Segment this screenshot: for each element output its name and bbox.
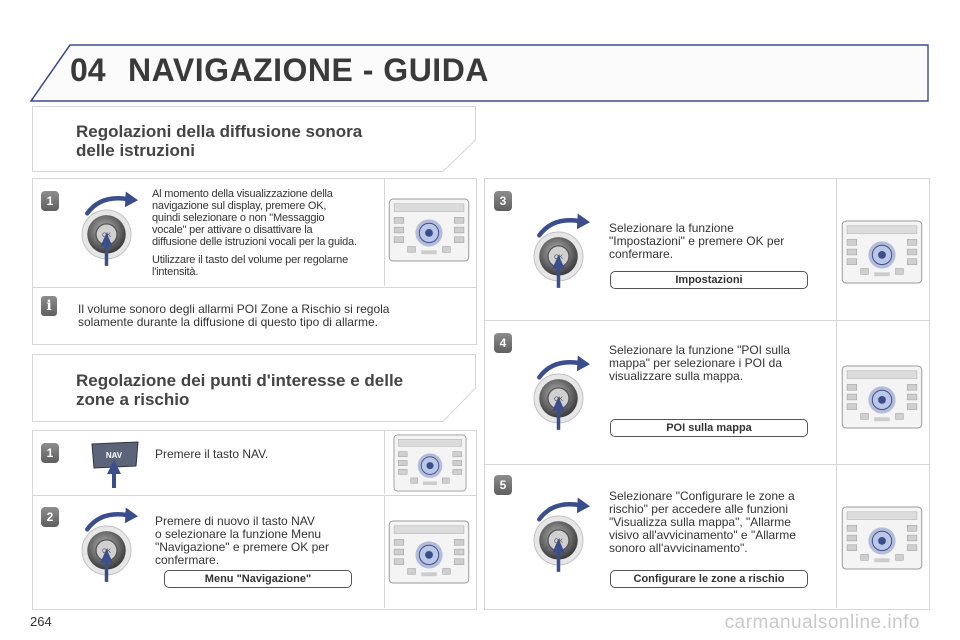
- rotary-knob-icon: [527, 212, 597, 292]
- step-description: Selezionare la funzione "POI sulla mappa" per selezionare i POI da visualizzare sulla mappa.: [609, 343, 791, 383]
- watermark: carmanualsonline.info: [724, 612, 920, 633]
- step-badge: 1: [41, 191, 59, 211]
- radio-panel-icon: [841, 506, 923, 570]
- menu-label: Impostazioni: [610, 271, 808, 289]
- step-description: Premere di nuovo il tasto NAV o selezionare la funzione Menu "Navigazione" e premere OK per confermare.: [155, 514, 329, 567]
- section-1-title: Regolazioni della diffusione sonora delle istruzioni: [76, 122, 363, 160]
- step-description: Selezionare la funzione "Impostazioni" e premere OK per confermare.: [609, 221, 785, 261]
- rotary-knob-icon: [527, 354, 597, 434]
- radio-panel-icon: [388, 198, 470, 262]
- radio-panel-icon: [841, 365, 923, 429]
- step-description: Selezionare "Configurare le zone a rischio" per accedere alle funzioni "Visualizza sulla mappa", "Allarme visivo all'avvicinamento" e "Allarme sonoro all'avvicinamento".: [609, 489, 796, 555]
- radio-panel-icon: [388, 520, 470, 584]
- radio-panel-icon: [390, 434, 470, 492]
- step-badge: 5: [494, 475, 512, 495]
- section-2-title: Regolazione dei punti d'interesse e delle zone a rischio: [76, 371, 404, 409]
- step-badge: 3: [494, 191, 512, 211]
- step-badge: 2: [41, 507, 59, 527]
- step-description: Al momento della visualizzazione della navigazione sul display, premere OK, quindi selezionare o non "Messaggio vocale" per attivare o disattivare la diffusione delle istruzioni vocali per la guida. Utilizzare il tasto del volume per regolarne l'intensità.: [152, 188, 357, 278]
- menu-label: Menu "Navigazione": [164, 570, 352, 588]
- page-title: NAVIGAZIONE - GUIDA: [128, 52, 489, 88]
- step-badge: 4: [494, 333, 512, 353]
- nav-button-icon: [88, 436, 142, 490]
- rotary-knob-icon: [75, 190, 145, 270]
- svg-text:NAV: NAV: [105, 451, 123, 460]
- menu-label: Configurare le zone a rischio: [610, 570, 808, 588]
- rotary-knob-icon: [527, 496, 597, 576]
- info-icon: i: [41, 296, 57, 316]
- info-text: Il volume sonoro degli allarmi POI Zone a Rischio si regola solamente durante la diffusione di questo tipo di allarme.: [78, 302, 390, 329]
- radio-panel-icon: [841, 220, 923, 284]
- step-description: Premere il tasto NAV.: [155, 447, 269, 461]
- chapter-number: 04: [70, 52, 106, 88]
- step-badge: 1: [41, 443, 59, 463]
- rotary-knob-icon: [75, 506, 145, 586]
- page-number: 264: [30, 614, 52, 629]
- menu-label: POI sulla mappa: [610, 419, 808, 437]
